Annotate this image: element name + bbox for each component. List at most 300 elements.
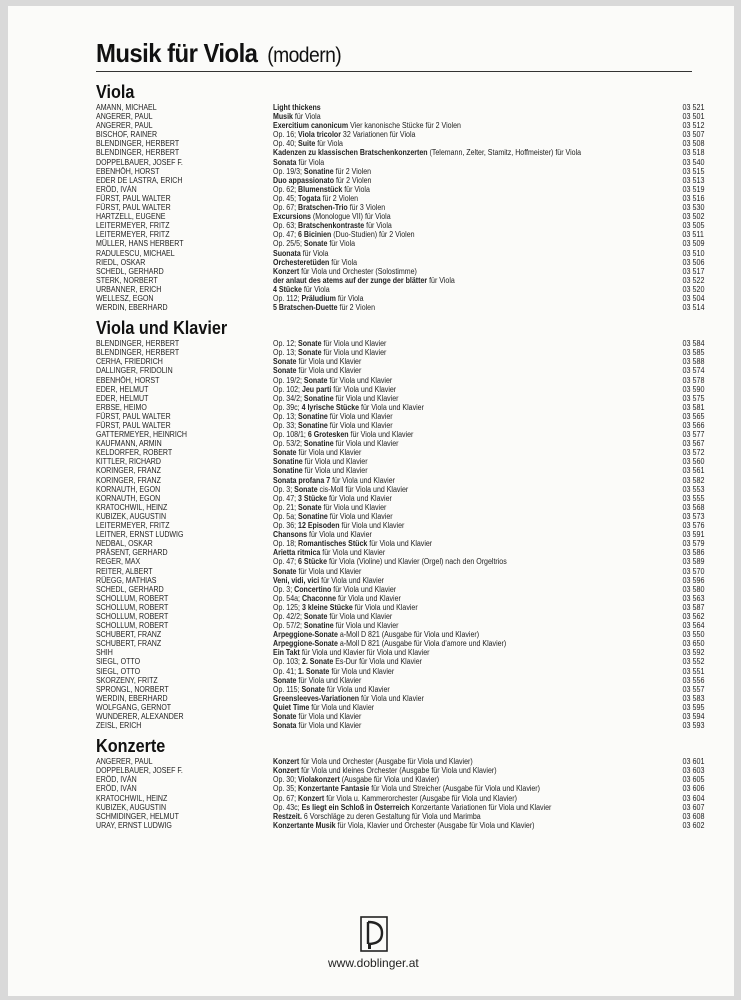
- composer-name: ERBSE, HEIMO: [96, 402, 147, 412]
- work-name: Sonatine: [298, 411, 328, 421]
- composer-name: SCHOLLUM, ROBERT: [96, 593, 169, 603]
- work-title: [273, 466, 368, 475]
- catalog-row: [96, 176, 704, 185]
- catalog-row: [96, 557, 704, 566]
- work-name: der anlaut des atems auf der zunge der blätter: [273, 275, 428, 285]
- work-description: für Viola und Klavier: [327, 611, 393, 621]
- catalog-number: 03 589: [681, 557, 704, 567]
- composer-name: EDER, HELMUT: [96, 384, 149, 394]
- composer-name: STERK, NORBERT: [96, 275, 158, 285]
- work-description: für Viola: [427, 275, 455, 285]
- work-name: Sonate: [273, 675, 297, 685]
- catalog-number: 03 605: [681, 775, 704, 785]
- catalog-row: [96, 603, 704, 612]
- work-description: für Viola und Klavier: [296, 366, 362, 376]
- work-description: für Viola und Klavier: [324, 684, 390, 694]
- composer-name: LEITNER, ERNST LUDWIG: [96, 530, 184, 540]
- work-name: Kadenzen zu klassischen Bratschenkonzerten: [273, 148, 428, 158]
- work-description: für Viola und Klavier: [321, 348, 387, 358]
- catalog-number: 03 592: [681, 648, 704, 658]
- composer-name: BISCHOF, RAINER: [96, 130, 158, 140]
- work-description: für Viola: [315, 139, 343, 149]
- catalog-number: 03 596: [681, 575, 704, 585]
- work-description: a-Moll D 821 (Ausgabe für Viola d'amore und Klavier): [337, 639, 507, 649]
- work-title: [273, 530, 372, 539]
- work-name: Quiet Time: [273, 702, 310, 712]
- opus-number: Op. 47;: [273, 230, 299, 240]
- page-title: [96, 38, 341, 69]
- catalog-row: [96, 221, 704, 230]
- catalog-row: [96, 667, 704, 676]
- work-description: für Viola: [292, 112, 321, 122]
- composer-name: GATTERMEYER, HEINRICH: [96, 430, 188, 440]
- composer-name: ANGERER, PAUL: [96, 757, 153, 767]
- work-description: für Viola und Klavier: [330, 475, 395, 485]
- work-description: für Viola und Klavier: [327, 421, 393, 430]
- composer-name: KORNAUTH, EGON: [96, 493, 161, 503]
- work-description: für Viola: [364, 221, 392, 231]
- composer-name: SCHEDL, GERHARD: [96, 266, 164, 276]
- opus-number: Op. 16;: [273, 130, 299, 140]
- opus-number: Op. 3;: [273, 584, 295, 594]
- work-name: Es liegt ein Schloß in Österreich: [301, 802, 410, 812]
- opus-number: Op. 62;: [273, 184, 299, 194]
- catalog-number: 03 530: [681, 203, 704, 213]
- work-description: für Viola und Klavier: [302, 457, 368, 467]
- composer-name: ANGERER, PAUL: [96, 121, 153, 131]
- section-heading: Konzerte: [96, 736, 166, 757]
- work-description: für Viola und Klavier: [348, 430, 414, 440]
- work-name: 3 Stücke: [298, 493, 328, 503]
- work-name: Sonatine: [273, 457, 303, 467]
- work-title: [273, 112, 321, 121]
- composer-name: ERÖD, IVÁN: [96, 784, 137, 794]
- work-name: Sonatine: [303, 621, 334, 631]
- work-title: [273, 794, 517, 803]
- work-description: für Viola und Klavier: [333, 621, 399, 631]
- work-description: (Telemann, Zelter, Stamitz, Hoffmeister) für Viola: [427, 148, 582, 158]
- catalog-row: [96, 657, 704, 666]
- work-name: Sonate: [273, 448, 297, 458]
- work-title: [273, 612, 392, 621]
- catalog-number: 03 521: [681, 103, 704, 112]
- composer-name: KUBIZEK, AUGUSTIN: [96, 802, 167, 812]
- work-title: [273, 694, 424, 703]
- work-name: Sonate: [298, 502, 322, 512]
- catalog-number: 03 506: [681, 257, 704, 267]
- work-name: Sonate: [301, 684, 325, 694]
- opus-number: Op. 45;: [273, 193, 299, 203]
- composer-name: WELLESZ, EGON: [96, 293, 154, 303]
- work-title: [273, 121, 461, 130]
- opus-number: Op. 43c;: [273, 802, 302, 812]
- catalog-row: [96, 285, 704, 294]
- catalog-row: [96, 103, 704, 112]
- catalog-number: 03 512: [681, 121, 704, 131]
- work-description: für Viola und Klavier: [302, 466, 368, 476]
- work-title: [273, 557, 507, 566]
- opus-number: Op. 12;: [273, 339, 299, 349]
- work-title: [273, 821, 535, 830]
- work-description: für Viola und Klavier: [359, 693, 424, 703]
- composer-name: KITTLER, RICHARD: [96, 457, 161, 467]
- catalog-number: 03 588: [681, 357, 704, 367]
- work-title: [273, 203, 385, 212]
- catalog-row: [96, 385, 704, 394]
- catalog-row: [96, 439, 704, 448]
- work-title: [273, 285, 330, 294]
- website-url[interactable]: www.doblinger.at: [328, 956, 419, 970]
- catalog-row: [96, 630, 704, 639]
- work-title: [273, 448, 361, 457]
- work-name: 5 Bratschen-Duette: [273, 303, 338, 313]
- composer-name: RÜEGG, MATHIAS: [96, 575, 157, 585]
- work-title: [273, 366, 361, 375]
- work-title: [273, 249, 328, 258]
- work-title: [273, 784, 540, 793]
- work-name: Blumenstück: [298, 184, 343, 194]
- opus-number: Op. 102;: [273, 384, 302, 394]
- composer-name: KORNAUTH, EGON: [96, 484, 161, 494]
- catalog-number: 03 566: [681, 421, 704, 430]
- work-description: für Viola und Klavier: [327, 375, 393, 385]
- catalog-row: [96, 158, 704, 167]
- opus-number: Op. 57/2;: [273, 621, 304, 631]
- work-name: Light thickens: [273, 103, 321, 112]
- catalog-row: [96, 194, 704, 203]
- work-name: 4 lyrische Stücke: [301, 402, 360, 412]
- catalog-row: [96, 721, 704, 730]
- work-title: [273, 103, 321, 112]
- work-name: Exercitium canonicum: [273, 121, 349, 131]
- section: [96, 81, 704, 317]
- work-description: für Viola und Klavier: [296, 448, 362, 458]
- opus-number: Op. 103;: [273, 657, 302, 667]
- work-name: Konzert: [298, 793, 325, 803]
- catalog-number: 03 509: [681, 239, 704, 249]
- composer-name: RADULESCU, MICHAEL: [96, 248, 175, 258]
- work-name: 2. Sonate: [301, 657, 334, 667]
- opus-number: Op. 63;: [273, 221, 299, 231]
- catalog-row: [96, 512, 704, 521]
- work-description: (Duo-Studien) für 2 Violen: [331, 230, 415, 240]
- catalog-row: [96, 376, 704, 385]
- catalog-row: [96, 394, 704, 403]
- work-description: für Viola: [342, 184, 370, 194]
- catalog-number: 03 570: [681, 566, 704, 576]
- work-name: Ein Takt: [273, 648, 300, 658]
- work-description: für Viola und Klavier: [327, 411, 393, 421]
- catalog-row: [96, 448, 704, 457]
- opus-number: Op. 18;: [273, 539, 299, 549]
- work-name: Sonatine: [303, 439, 334, 449]
- work-name: Orchesteretüden: [273, 257, 330, 267]
- work-name: Konzert: [273, 766, 300, 776]
- section: [96, 317, 704, 735]
- catalog-row: [96, 457, 704, 466]
- work-description: für Viola: [327, 239, 356, 249]
- work-name: Sonata: [273, 721, 297, 731]
- catalog-number: 03 552: [681, 657, 704, 667]
- catalog-number: 03 510: [681, 248, 704, 258]
- catalog-number: 03 580: [681, 584, 704, 594]
- catalog-row: [96, 821, 704, 830]
- work-description: für Viola und Klavier: [296, 675, 362, 685]
- catalog-number: 03 594: [681, 712, 704, 721]
- work-title: [273, 648, 430, 657]
- catalog-number: 03 606: [681, 784, 704, 794]
- opus-number: Op. 47;: [273, 493, 299, 503]
- catalog-number: 03 560: [681, 457, 704, 467]
- work-title: [273, 403, 424, 412]
- work-description: für Viola und Klavier: [331, 384, 397, 394]
- work-description: für Viola und Klavier: [352, 602, 418, 612]
- catalog-row: [96, 403, 704, 412]
- catalog-number: 03 514: [681, 303, 704, 313]
- work-description: für 2 Violen: [337, 303, 375, 313]
- catalog-row: [96, 339, 704, 348]
- doblinger-logo-icon: [360, 916, 388, 952]
- catalog-row: [96, 258, 704, 267]
- opus-number: Op. 19/2;: [273, 375, 304, 385]
- section-heading: Viola: [96, 82, 135, 102]
- catalog-number: 03 565: [681, 411, 704, 421]
- work-title: [273, 503, 386, 512]
- catalog-row: [96, 694, 704, 703]
- catalog-number: 03 516: [681, 193, 704, 203]
- catalog-row: [96, 112, 704, 121]
- work-description: für Viola und Klavier für Viola und Klavier: [299, 648, 430, 658]
- catalog-row: [96, 594, 704, 603]
- work-title: [273, 766, 497, 775]
- opus-number: Op. 67;: [273, 203, 299, 213]
- work-title: [273, 212, 391, 221]
- work-title: [273, 294, 364, 303]
- work-description: cis-Moll für Viola und Klavier: [317, 484, 409, 494]
- work-name: Sonate: [273, 366, 297, 376]
- work-name: Musik: [273, 112, 293, 122]
- catalog-row: [96, 239, 704, 248]
- catalog-number: 03 575: [681, 393, 704, 403]
- title-rule: [96, 71, 692, 72]
- opus-number: Op. 13;: [273, 348, 299, 358]
- work-description: für Viola und kleines Orchester (Ausgabe für Viola und Klavier): [299, 766, 497, 776]
- catalog-number: 03 507: [681, 130, 704, 140]
- work-title: [273, 567, 361, 576]
- work-name: Concertino: [294, 584, 332, 594]
- work-name: Arpeggione-Sonate: [273, 630, 338, 640]
- composer-name: LEITERMEYER, FRITZ: [96, 221, 170, 231]
- composer-name: SCHMIDINGER, HELMUT: [96, 811, 179, 821]
- work-description: für Viola und Klavier: [321, 502, 387, 512]
- catalog-number: 03 593: [681, 721, 704, 731]
- work-title: [273, 376, 392, 385]
- catalog-number: 03 582: [681, 475, 704, 485]
- work-description: (Monologue VII) für Viola: [310, 212, 391, 222]
- work-name: Konzert: [273, 757, 300, 767]
- catalog-row: [96, 421, 704, 430]
- catalog-row: [96, 548, 704, 557]
- work-title: [273, 657, 422, 666]
- composer-name: URAY, ERNST LUDWIG: [96, 820, 172, 830]
- work-name: Präludium: [301, 293, 336, 303]
- composer-name: SCHEDL, GERHARD: [96, 584, 164, 594]
- composer-name: SCHOLLUM, ROBERT: [96, 621, 169, 631]
- work-name: 4 Stücke: [273, 284, 302, 294]
- work-description: für Viola: [335, 293, 364, 303]
- composer-name: SCHOLLUM, ROBERT: [96, 602, 169, 612]
- work-description: für Viola und Klavier: [331, 584, 397, 594]
- catalog-number: 03 574: [681, 366, 704, 376]
- work-name: Violakonzert: [298, 775, 340, 785]
- work-name: Restzeit.: [273, 811, 302, 821]
- opus-number: Op. 3;: [273, 484, 295, 494]
- composer-name: SCHUBERT, FRANZ: [96, 639, 162, 649]
- opus-number: Op. 125;: [273, 602, 302, 612]
- work-description: für Viola und Streicher (Ausgabe für Viola und Klavier): [369, 784, 541, 794]
- work-title: [273, 548, 385, 557]
- composer-name: KORINGER, FRANZ: [96, 466, 161, 476]
- work-description: für Viola und Klavier: [320, 548, 386, 558]
- catalog-number: 03 520: [681, 284, 704, 294]
- work-name: Konzert: [273, 266, 300, 276]
- composer-name: SHIH: [96, 648, 113, 658]
- opus-number: Op. 19/3;: [273, 166, 304, 176]
- catalog-number: 03 550: [681, 630, 704, 640]
- work-title: [273, 339, 386, 348]
- catalog-row: [96, 585, 704, 594]
- catalog-row: [96, 685, 704, 694]
- composer-name: EBENHÖH, HORST: [96, 166, 160, 176]
- opus-number: Op. 41;: [273, 666, 299, 676]
- catalog-number: 03 557: [681, 684, 704, 694]
- catalog-row: [96, 430, 704, 439]
- catalog-row: [96, 185, 704, 194]
- work-title: [273, 267, 417, 276]
- work-name: Sonate: [303, 375, 328, 385]
- catalog-number: 03 578: [681, 375, 704, 385]
- work-description: Vier kanonische Stücke für 2 Violen: [348, 121, 461, 131]
- work-name: Sonate: [298, 348, 322, 358]
- work-title: [273, 412, 393, 421]
- work-title: [273, 139, 343, 148]
- catalog-row: [96, 357, 704, 366]
- catalog-number: 03 602: [681, 820, 704, 830]
- catalog-row: [96, 466, 704, 475]
- catalog-row: [96, 567, 704, 576]
- catalog-row: [96, 530, 704, 539]
- work-title: [273, 803, 551, 812]
- catalog-number: 03 540: [681, 157, 704, 167]
- composer-name: PRÄSENT, GERHARD: [96, 548, 168, 558]
- work-title: [273, 585, 396, 594]
- work-title: [273, 439, 398, 448]
- composer-name: WERDIN, EBERHARD: [96, 303, 168, 313]
- work-title: [273, 148, 581, 157]
- work-name: 12 Episoden: [298, 521, 340, 531]
- work-description: für Viola und Klavier: [321, 339, 387, 349]
- composer-name: AMANN, MICHAEL: [96, 103, 157, 112]
- work-title: [273, 258, 357, 267]
- work-name: Excursions: [273, 212, 311, 222]
- composer-name: REGER, MAX: [96, 557, 141, 567]
- composer-name: BLENDINGER, HERBERT: [96, 348, 180, 358]
- opus-number: Op. 5a;: [273, 511, 299, 521]
- catalog-number: 03 511: [682, 230, 704, 240]
- composer-name: MÜLLER, HANS HERBERT: [96, 239, 184, 249]
- catalog-row: [96, 212, 704, 221]
- work-title: [273, 721, 361, 730]
- work-title: [273, 167, 371, 176]
- work-description: für Viola: [329, 257, 358, 267]
- work-name: Arpeggione-Sonate: [273, 639, 338, 649]
- catalog-number: 03 551: [681, 666, 704, 676]
- work-description: für Viola und Klavier: [296, 566, 362, 576]
- work-name: Sonatine: [298, 421, 328, 430]
- work-title: [273, 230, 415, 239]
- work-title: [273, 712, 361, 721]
- catalog-number: 03 603: [681, 766, 704, 776]
- catalog-row: [96, 203, 704, 212]
- work-description: für Viola und Klavier: [333, 393, 399, 403]
- composer-name: KUBIZEK, AUGUSTIN: [96, 511, 167, 521]
- composer-name: DALLINGER, FRIDOLIN: [96, 366, 173, 376]
- catalog-number: 03 518: [681, 148, 704, 158]
- work-name: Sonate: [273, 357, 297, 367]
- work-name: Sonate: [273, 712, 297, 721]
- work-name: Sonata profana 7: [273, 475, 331, 485]
- opus-number: Op. 33;: [273, 421, 299, 430]
- opus-number: Op. 40;: [273, 139, 299, 149]
- work-name: Sonate: [303, 239, 328, 249]
- work-title: [273, 130, 415, 139]
- catalog-row: [96, 775, 704, 784]
- catalog-number: 03 608: [681, 811, 704, 821]
- work-description: für Viola und Klavier: [319, 575, 385, 585]
- catalog-row: [96, 139, 704, 148]
- work-description: für Viola und Klavier: [309, 702, 375, 712]
- work-description: für Viola und Klavier: [336, 593, 401, 603]
- work-description: für 2 Violen: [333, 166, 372, 176]
- work-title: [273, 512, 393, 521]
- catalog-row: [96, 639, 704, 648]
- title-main: Musik für Viola: [96, 38, 258, 68]
- work-title: [273, 521, 404, 530]
- catalog-number: 03 572: [681, 448, 704, 458]
- opus-number: Op. 42/2;: [273, 611, 304, 621]
- work-title: [273, 348, 386, 357]
- work-description: für 2 Violen: [320, 193, 359, 203]
- composer-name: SCHUBERT, FRANZ: [96, 630, 162, 640]
- work-name: Konzertante Fantasie: [298, 784, 370, 794]
- work-title: [273, 594, 401, 603]
- catalog-number: 03 586: [681, 548, 704, 558]
- catalog-row: [96, 766, 704, 775]
- catalog-row: [96, 485, 704, 494]
- work-name: 6 Stücke: [298, 557, 328, 567]
- work-title: [273, 539, 432, 548]
- opus-number: Op. 47;: [273, 557, 299, 567]
- composer-name: FÜRST, PAUL WALTER: [96, 421, 171, 430]
- work-title: [273, 394, 398, 403]
- composer-name: REITER, ALBERT: [96, 566, 153, 576]
- work-description: für Viola und Klavier: [367, 539, 433, 549]
- work-description: Es-Dur für Viola und Klavier: [333, 657, 422, 667]
- catalog-number: 03 579: [681, 539, 704, 549]
- catalog-row: [96, 576, 704, 585]
- work-title: [273, 621, 398, 630]
- work-title: [273, 476, 395, 485]
